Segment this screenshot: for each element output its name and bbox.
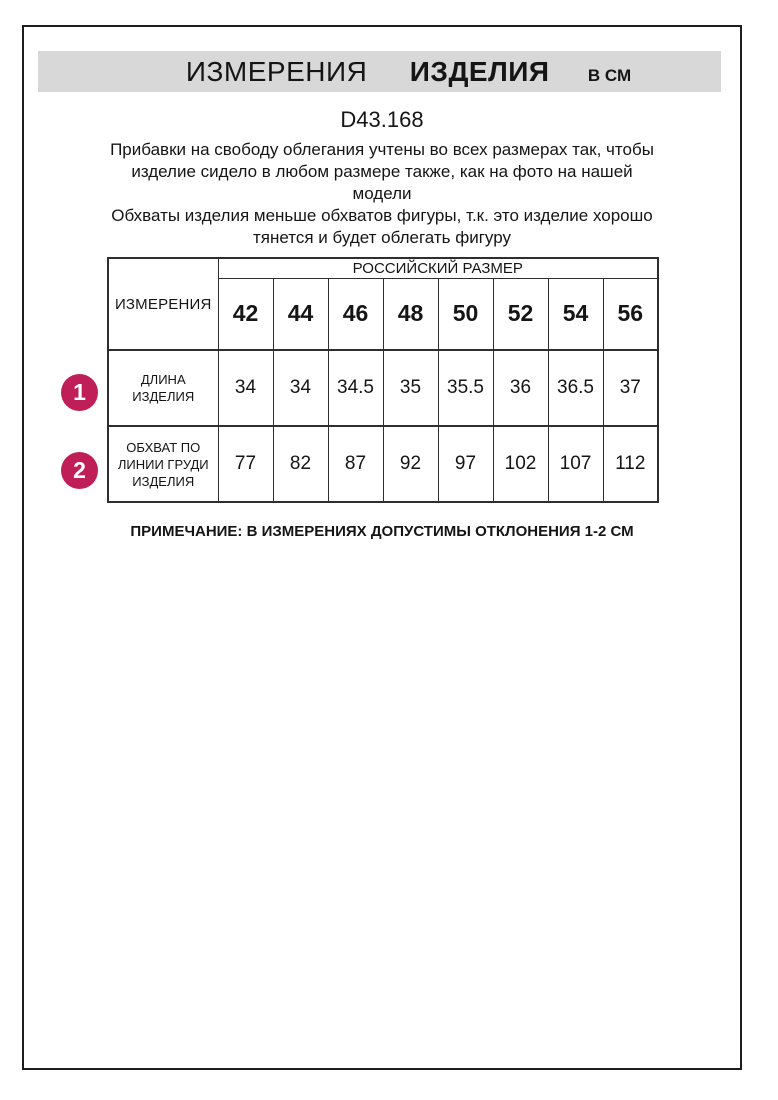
intro-paragraph-2: [24, 205, 740, 249]
size-header: 46: [328, 278, 383, 350]
value-cell: 97: [438, 426, 493, 502]
size-header: 44: [273, 278, 328, 350]
value-cell: 112: [603, 426, 658, 502]
intro-paragraph-2-line: Обхваты изделия меньше обхватов фигуры, т.к. это изделие хорошо: [111, 206, 653, 225]
table-row-length: [108, 350, 658, 426]
header-title-product: ИЗДЕЛИЯ: [409, 56, 550, 87]
value-cell: 34.5: [328, 350, 383, 426]
value-cell: 34: [218, 350, 273, 426]
value-cell: 92: [383, 426, 438, 502]
size-header: 42: [218, 278, 273, 350]
intro-paragraph-1-line: изделие сидело в любом размере также, как на фото на нашей: [131, 162, 633, 181]
page-border-frame: [22, 25, 742, 1070]
product-code: D43.168: [340, 107, 424, 132]
value-cell: 37: [603, 350, 658, 426]
header-title-measurements: ИЗМЕРЕНИЯ: [185, 56, 368, 87]
row-marker-badge-2: 2: [61, 452, 98, 489]
size-header: 48: [383, 278, 438, 350]
row-label-chest-girth: ОБХВАТ ПО ЛИНИИ ГРУДИ ИЗДЕЛИЯ: [108, 426, 218, 502]
value-cell: 35: [383, 350, 438, 426]
value-cell: 34: [273, 350, 328, 426]
value-cell: 107: [548, 426, 603, 502]
intro-paragraph-1-line: модели: [352, 184, 412, 203]
size-header: 54: [548, 278, 603, 350]
measurements-table: [107, 257, 659, 503]
size-header: 50: [438, 278, 493, 350]
table-group-header: РОССИЙСКИЙ РАЗМЕР: [218, 258, 658, 278]
header-units-label: В СМ: [587, 66, 632, 85]
table-corner-header: ИЗМЕРЕНИЯ: [108, 258, 218, 350]
value-cell: 82: [273, 426, 328, 502]
value-cell: 102: [493, 426, 548, 502]
value-cell: 36.5: [548, 350, 603, 426]
header-bar: [38, 51, 721, 92]
intro-paragraph-1-line: Прибавки на свободу облегания учтены во всех размерах так, чтобы: [110, 140, 654, 159]
value-cell: 77: [218, 426, 273, 502]
row-marker-badge-1: 1: [61, 374, 98, 411]
tolerance-note: ПРИМЕЧАНИЕ: В ИЗМЕРЕНИЯХ ДОПУСТИМЫ ОТКЛОНЕНИЯ 1-2 СМ: [130, 523, 634, 540]
size-header: 52: [493, 278, 548, 350]
intro-paragraph-1: [24, 139, 740, 205]
size-header: 56: [603, 278, 658, 350]
value-cell: 87: [328, 426, 383, 502]
row-label-length: ДЛИНА ИЗДЕЛИЯ: [108, 350, 218, 426]
value-cell: 35.5: [438, 350, 493, 426]
table-group-header-row: [108, 258, 658, 278]
intro-paragraph-2-line: тянется и будет облегать фигуру: [253, 228, 511, 247]
value-cell: 36: [493, 350, 548, 426]
table-row-chest-girth: [108, 426, 658, 502]
